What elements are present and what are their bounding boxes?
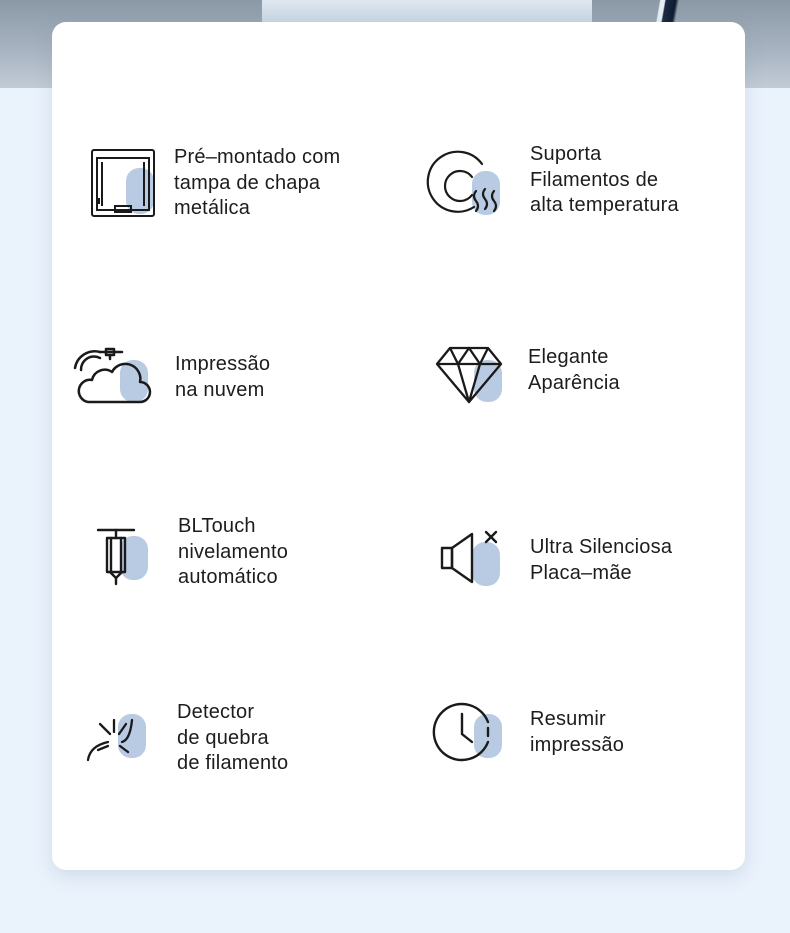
features-card <box>52 22 745 870</box>
feature-label: BLTouch nivelamento automático <box>178 515 289 588</box>
feature-label: Detector de quebra de filamento <box>177 701 289 774</box>
high-temperature-filament-icon <box>432 149 502 217</box>
cabinet-printer-icon <box>90 148 158 218</box>
clock-resume-icon <box>432 700 504 764</box>
feature-label: Pré–montado com tampa de chapa metálica <box>174 146 341 219</box>
diamond-icon <box>436 346 504 404</box>
feature-label: Resumir impressão <box>530 708 625 756</box>
cloud-printing-icon <box>72 346 150 406</box>
feature-label: Suporta Filamentos de alta temperatura <box>530 143 679 216</box>
bltouch-probe-icon <box>96 526 152 586</box>
feature-label: Ultra Silenciosa Placa–mãe <box>530 536 673 584</box>
feature-label: Impressão na nuvem <box>175 353 271 401</box>
filament-break-icon <box>86 710 150 764</box>
muted-speaker-icon <box>440 528 504 588</box>
banner-highlight <box>262 0 592 22</box>
feature-label: Elegante Aparência <box>528 346 620 394</box>
